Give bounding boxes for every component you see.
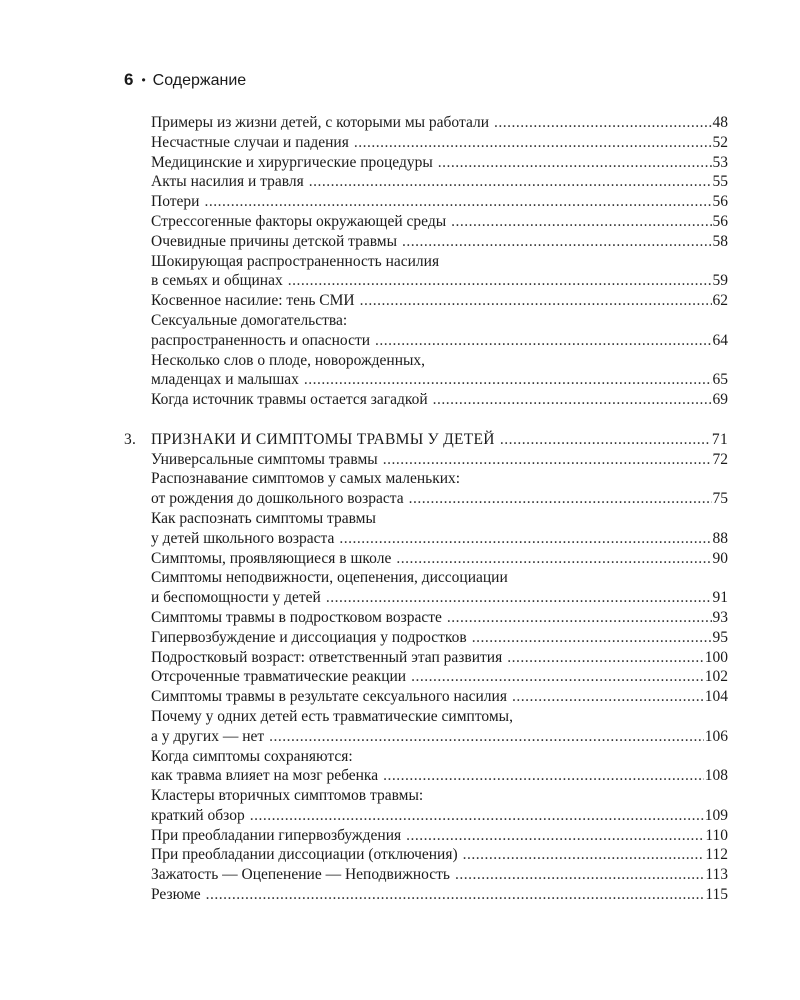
toc-entry[interactable] (124, 747, 728, 767)
toc-entry[interactable] (124, 450, 728, 470)
toc-entry-body (151, 113, 713, 133)
toc-entry-body (151, 806, 705, 826)
toc-page-number: 62 (712, 292, 728, 310)
toc-page-number: 102 (704, 668, 728, 686)
toc-page-number: 71 (711, 430, 728, 448)
toc-page-number: 69 (712, 391, 728, 409)
toc-entry-title: При преобладании гипервозбуждения (151, 826, 402, 844)
toc-dot-leader (304, 370, 712, 390)
toc-page-number: 56 (712, 212, 728, 230)
toc-entry[interactable] (124, 845, 728, 865)
toc-entry-title: Симптомы травмы в результате сексуального насилия (151, 688, 507, 706)
toc-entry-body (151, 707, 728, 727)
toc-entry-body (151, 588, 713, 608)
toc-entry-title: Сексуальные домогательства: (151, 311, 348, 329)
toc-entry-body (151, 291, 713, 311)
toc-dot-leader (396, 549, 711, 569)
toc-entry[interactable] (124, 232, 728, 252)
toc-entry-title: Косвенное насилие: тень СМИ (151, 292, 355, 310)
toc-entry-body (151, 252, 728, 272)
toc-entry[interactable] (124, 370, 728, 390)
toc-entry-body (151, 648, 705, 668)
toc-entry-title: Распознавание симптомов у самых маленьких: (151, 470, 461, 488)
toc-entry-title: Подростковый возраст: ответственный этап развития (151, 648, 503, 666)
toc-entry-body (151, 865, 705, 885)
toc-dot-leader (402, 232, 712, 252)
toc-entry-body (151, 667, 705, 687)
toc-entry-title: Симптомы, проявляющиеся в школе (151, 549, 392, 567)
toc-page-number: 115 (705, 886, 728, 904)
page-number: 6 (124, 70, 134, 89)
toc-entry-title: Несколько слов о плоде, новорожденных, (151, 351, 426, 369)
toc-dot-leader (451, 212, 711, 232)
toc-entry[interactable] (124, 786, 728, 806)
toc-entry-body (151, 568, 728, 588)
toc-entry-body (151, 271, 713, 291)
toc-page-number: 53 (712, 153, 728, 171)
toc-page-number: 108 (704, 767, 728, 785)
toc-page-number: 90 (712, 549, 728, 567)
toc-entry-body (151, 133, 713, 153)
toc-entry[interactable] (124, 588, 728, 608)
toc-dot-leader (507, 648, 704, 668)
toc-entry-body (151, 172, 713, 192)
toc-entry-body (151, 845, 705, 865)
toc-entry-title: Несчастные случаи и падения (151, 133, 349, 151)
toc-entry[interactable] (124, 311, 728, 331)
toc-entry-body (151, 469, 728, 489)
toc-entry-title: от рождения до дошкольного возраста (151, 490, 404, 508)
toc-entry-body (151, 747, 728, 767)
toc-dot-leader (375, 331, 711, 351)
toc-entry-title: Примеры из жизни детей, с которыми мы работали (151, 114, 489, 131)
toc-page-number: 95 (712, 628, 728, 646)
toc-dot-leader (326, 588, 712, 608)
toc-page-number: 100 (704, 648, 728, 666)
toc-entry-title: распространенность и опасности (151, 331, 371, 349)
toc-entry[interactable] (124, 192, 728, 212)
toc-entry[interactable] (124, 568, 728, 588)
toc-entry-body (151, 727, 705, 747)
toc-entry[interactable] (124, 667, 728, 687)
toc-entry-body (151, 687, 705, 707)
toc-entry-body (151, 232, 713, 252)
toc-page-number: 58 (712, 232, 728, 250)
toc-page-number: 56 (712, 193, 728, 211)
toc-entry[interactable] (124, 390, 728, 410)
toc-dot-leader (269, 727, 704, 747)
toc-page-number: 88 (712, 529, 728, 547)
toc-entry[interactable] (124, 271, 728, 291)
toc-entry[interactable] (124, 153, 728, 173)
toc-entry[interactable] (124, 489, 728, 509)
toc-entry-body (151, 766, 705, 786)
toc-entry[interactable] (124, 469, 728, 489)
toc-entry-body (151, 212, 713, 232)
toc-entry[interactable] (124, 113, 728, 133)
toc-entry-title: Стрессогенные факторы окружающей среды (151, 212, 447, 230)
toc-entry-title: как травма влияет на мозг ребенка (151, 767, 379, 785)
toc-entry-title: у детей школьного возраста (151, 529, 335, 547)
toc-entry-title: Шокирующая распространенность насилия (151, 252, 440, 270)
toc-page-number: 113 (705, 866, 728, 884)
toc-chapter-number: 3. (124, 430, 137, 448)
toc-entry-title: краткий обзор (151, 806, 245, 824)
toc-entry[interactable] (124, 549, 728, 569)
header-title: Содержание (152, 72, 247, 89)
toc-entry-body (151, 351, 728, 371)
toc-entry-title: Отсроченные травматические реакции (151, 668, 407, 686)
toc-page-number: 110 (705, 826, 728, 844)
toc-entry[interactable] (124, 628, 728, 648)
toc-entry-body (151, 786, 728, 806)
table-of-contents (124, 113, 728, 905)
toc-entry-body (151, 331, 713, 351)
toc-entry-body (151, 192, 713, 212)
toc-dot-leader (206, 885, 705, 905)
toc-dot-leader (512, 687, 704, 707)
toc-entry-title: Резюме (151, 886, 201, 904)
toc-chapter-entry[interactable] (124, 430, 728, 450)
toc-dot-leader (406, 826, 704, 846)
toc-dot-leader (354, 133, 712, 153)
toc-entry[interactable] (124, 133, 728, 153)
toc-entry-body (151, 826, 705, 846)
toc-page-number: 75 (712, 490, 728, 508)
toc-dot-leader (360, 291, 712, 311)
toc-dot-leader (383, 766, 704, 786)
toc-entry-body (151, 885, 705, 905)
toc-entry-title: Симптомы травмы в подростковом возрасте (151, 608, 442, 626)
toc-entry[interactable] (124, 351, 728, 371)
toc-entry-body (151, 529, 713, 549)
toc-entry[interactable] (124, 291, 728, 311)
toc-entry[interactable] (124, 865, 728, 885)
toc-entry[interactable] (124, 648, 728, 668)
toc-page-number: 72 (712, 450, 728, 468)
toc-dot-leader (409, 489, 712, 509)
toc-entry-title: ПРИЗНАКИ И СИМПТОМЫ ТРАВМЫ У ДЕТЕЙ (151, 430, 495, 448)
toc-entry[interactable] (124, 331, 728, 351)
toc-dot-leader (250, 806, 704, 826)
toc-entry-title: Когда источник травмы остается загадкой (151, 391, 428, 409)
toc-entry-title: и беспомощности у детей (151, 589, 321, 607)
toc-entry-body (151, 628, 713, 648)
toc-entry[interactable] (124, 707, 728, 727)
toc-dot-leader (309, 172, 712, 192)
toc-entry-title: Симптомы неподвижности, оцепенения, диссоциации (151, 569, 508, 587)
toc-entry-title: При преобладании диссоциации (отключения) (151, 846, 458, 864)
header-separator: • (141, 73, 146, 87)
toc-dot-leader (288, 271, 712, 291)
toc-entry-body (151, 608, 713, 628)
toc-page-number: 109 (704, 806, 728, 824)
toc-entry[interactable] (124, 826, 728, 846)
toc-entry[interactable] (124, 885, 728, 905)
toc-entry-title: а у других — нет (151, 727, 265, 745)
toc-dot-leader (447, 608, 712, 628)
toc-entry-body (151, 430, 712, 450)
toc-entry-title: младенцах и малышах (151, 371, 299, 389)
toc-entry[interactable] (124, 766, 728, 786)
toc-entry[interactable] (124, 252, 728, 272)
toc-entry[interactable] (124, 529, 728, 549)
toc-entry-title: Когда симптомы сохраняются: (151, 747, 353, 765)
toc-entry-title: Зажатость — Оцепенение — Неподвижность (151, 866, 450, 884)
toc-entry-title: Кластеры вторичных симптомов травмы: (151, 787, 424, 805)
toc-entry[interactable] (124, 806, 728, 826)
toc-entry-title: Как распознать симптомы травмы (151, 509, 376, 527)
toc-entry-title: Акты насилия и травля (151, 173, 304, 191)
toc-dot-leader (455, 865, 704, 885)
toc-page-number: 106 (704, 727, 728, 745)
toc-page-number: 64 (712, 331, 728, 349)
toc-entry-body (151, 311, 728, 331)
toc-dot-leader (383, 450, 712, 470)
toc-page-number: 112 (705, 846, 728, 864)
toc-page-number: 55 (712, 173, 728, 191)
toc-section-gap (124, 410, 728, 430)
toc-entry-body (151, 509, 728, 529)
toc-entry[interactable] (124, 608, 728, 628)
toc-entry-body (151, 549, 713, 569)
toc-entry-title: Гипервозбуждение и диссоциация у подростков (151, 628, 467, 646)
toc-dot-leader (438, 153, 712, 173)
toc-dot-leader (204, 192, 711, 212)
toc-entry-title: Потери (151, 193, 200, 211)
toc-page-number: 93 (712, 608, 728, 626)
toc-dot-leader (472, 628, 712, 648)
toc-page-number: 48 (712, 114, 728, 131)
toc-page-number: 65 (712, 371, 728, 389)
toc-entry-body (151, 153, 713, 173)
toc-dot-leader (411, 667, 704, 687)
toc-page-number: 91 (712, 589, 728, 607)
toc-entry-body (151, 489, 713, 509)
toc-entry-body (151, 370, 713, 390)
toc-page-number: 104 (704, 688, 728, 706)
toc-entry-title: Почему у одних детей есть травматические симптомы, (151, 707, 513, 725)
toc-entry[interactable] (124, 212, 728, 232)
toc-dot-leader (494, 113, 712, 133)
toc-entry-title: Очевидные причины детской травмы (151, 232, 397, 250)
toc-dot-leader (339, 529, 711, 549)
toc-entry-body (151, 450, 713, 470)
toc-entry[interactable] (124, 172, 728, 192)
toc-entry[interactable] (124, 727, 728, 747)
toc-entry-title: Универсальные симптомы травмы (151, 450, 378, 468)
toc-dot-leader (500, 430, 711, 450)
toc-dot-leader (463, 845, 705, 865)
toc-entry-title: Медицинские и хирургические процедуры (151, 153, 433, 171)
toc-entry-body (151, 390, 713, 410)
toc-page-number: 52 (712, 133, 728, 151)
toc-dot-leader (433, 390, 712, 410)
toc-entry-title: в семьях и общинах (151, 272, 283, 290)
toc-entry[interactable] (124, 509, 728, 529)
running-header (124, 70, 246, 90)
toc-page-number: 59 (712, 272, 728, 290)
toc-entry[interactable] (124, 687, 728, 707)
